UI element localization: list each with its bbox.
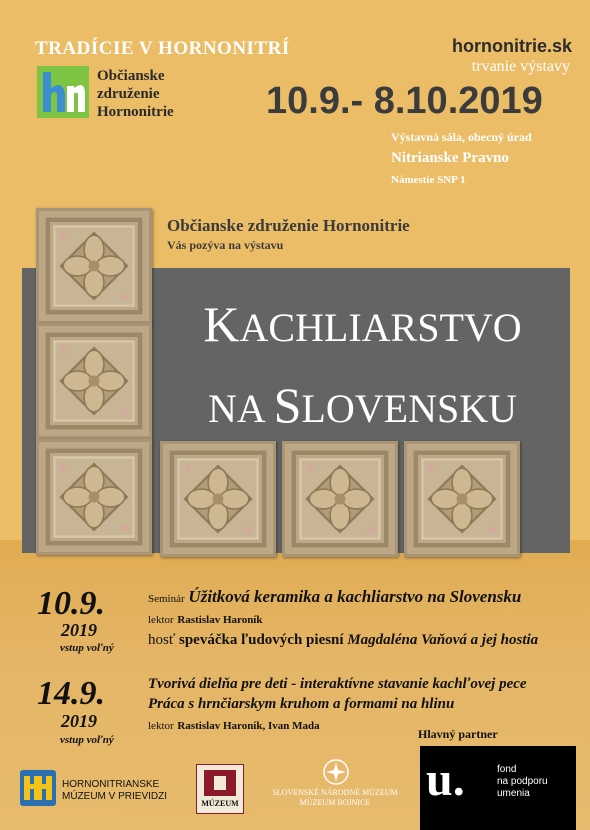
org-line-2: združenie — [97, 86, 160, 102]
event-2-line-2: Práca s hrnčiarskym kruhom a formami na hlinu — [148, 696, 455, 712]
fund-logo-text: fond na podporu umenia — [497, 764, 548, 799]
tile-image — [404, 441, 520, 557]
event-1-entry: vstup voľný — [60, 642, 114, 654]
organization-name — [97, 67, 174, 121]
event-1-year: 2019 — [61, 620, 97, 640]
tile-image — [36, 208, 152, 324]
event-1-seminar: Seminár Úžitková keramika a kachliarstvo na Slovensku — [148, 587, 522, 606]
invitation-org: Občianske združenie Hornonitrie — [167, 216, 410, 235]
event-2-line-1: Tvorivá dielňa pre deti - interaktívne stavanie kachľovej pece — [148, 676, 527, 692]
org-line-1: Občianske — [97, 68, 165, 84]
snm-logo-icon — [322, 758, 350, 786]
event-2-lecturer: lektor Rastislav Haroník, Ivan Mada — [148, 720, 320, 732]
title-line-2: NA SLOVENSKU — [208, 377, 517, 433]
address: Námestie SNP 1 — [391, 174, 466, 186]
tile-image — [160, 441, 276, 557]
venue: Výstavná sála, obecný úrad — [391, 130, 532, 144]
city: Nitrianske Pravno — [391, 150, 509, 166]
exhibition-title — [165, 290, 560, 452]
duration-label: trvanie výstavy — [471, 58, 570, 75]
event-2-date: 14.9. — [37, 675, 105, 712]
series-title: TRADÍCIE V HORNONITRÍ — [35, 38, 290, 59]
event-1-lecturer: lektor Rastislav Haroník — [148, 614, 263, 626]
event-1-date: 10.9. — [37, 585, 105, 622]
tile-image — [36, 323, 152, 439]
invitation-text: Vás pozýva na výstavu — [167, 238, 284, 252]
event-2-year: 2019 — [61, 711, 97, 731]
museum-prievidza-name: HORNONITRIANSKE MÚZEUM V PRIEVIDZI — [62, 779, 168, 802]
title-line-1: KACHLIARSTVO — [203, 296, 522, 352]
tile-image — [36, 439, 152, 555]
event-1-guest: hosť speváčka ľudových piesní Magdaléna Vaňová a jej hostia — [148, 632, 539, 648]
event-2-entry: vstup voľný — [60, 734, 114, 746]
museum-prievidza-logo-icon — [20, 770, 56, 806]
tile-image — [282, 441, 398, 557]
exhibition-dates: 10.9.- 8.10.2019 — [266, 80, 543, 122]
org-line-3: Hornonitrie — [97, 104, 174, 120]
main-partner-label: Hlavný partner — [418, 727, 498, 741]
hornonitrie-logo-icon — [37, 66, 89, 118]
museum-logo-text: MÚZEUM — [201, 799, 239, 808]
museum-logo — [196, 764, 244, 814]
fund-logo-letter: u. — [426, 753, 465, 806]
snm-name: SLOVENSKÉ NÁRODNÉ MÚZEUM MÚZEUM BOJNICE — [272, 788, 398, 807]
website-link[interactable]: hornonitrie.sk — [451, 36, 572, 56]
